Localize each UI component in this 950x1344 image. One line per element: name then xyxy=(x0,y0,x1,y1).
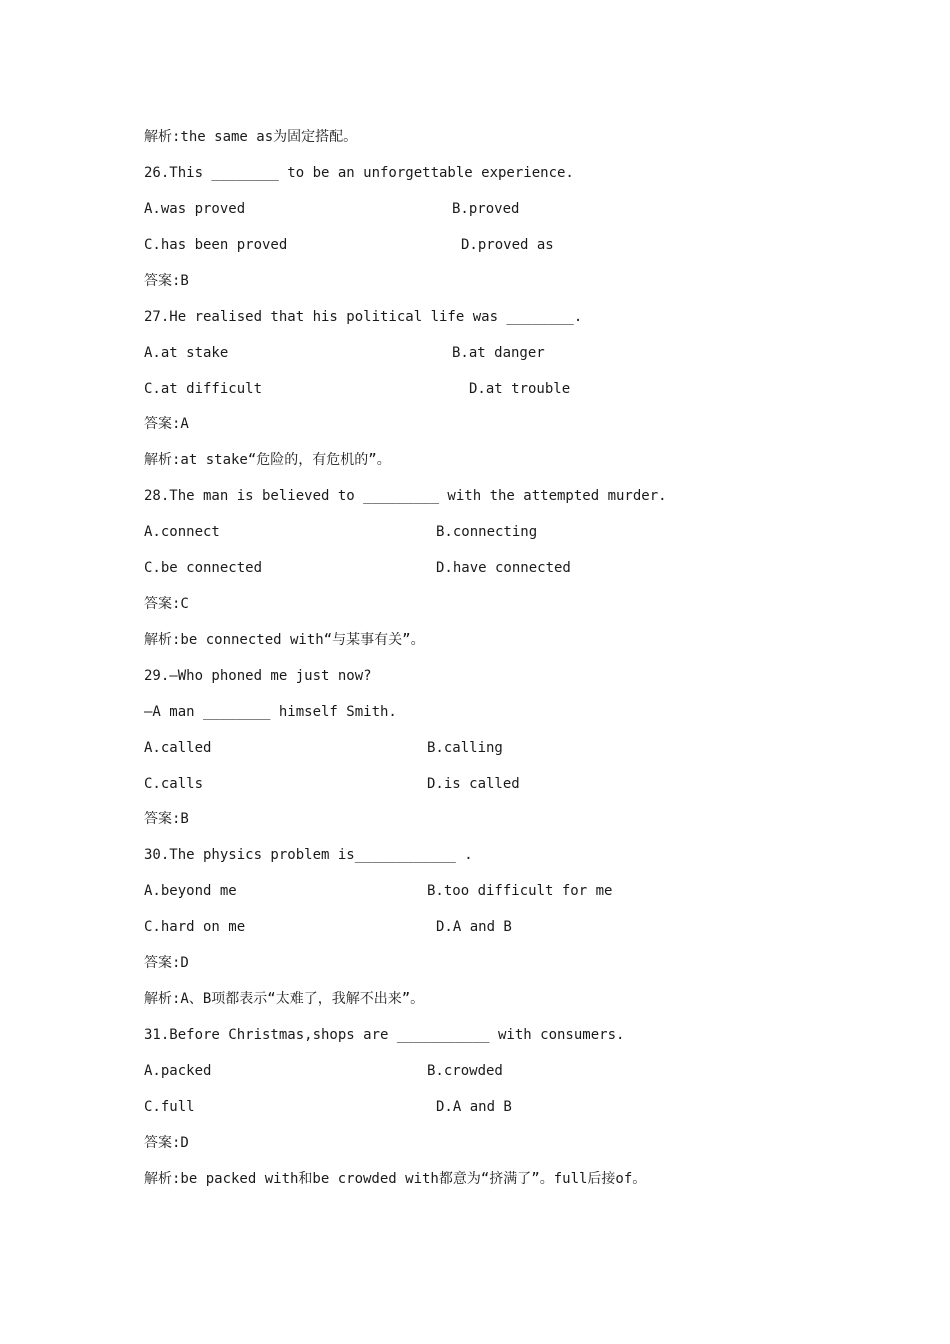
option-29d: D.is called xyxy=(427,776,520,792)
option-30a: A.beyond me xyxy=(144,883,237,899)
option-26a: A.was proved xyxy=(144,201,246,217)
answer-29: 答案:B xyxy=(144,811,189,827)
option-29a: A.called xyxy=(144,740,212,756)
option-26c: C.has been proved xyxy=(144,237,288,253)
option-26d: D.proved as xyxy=(461,237,554,253)
explanation-25: 解析:the same as为固定搭配。 xyxy=(144,129,358,145)
option-27c: C.at difficult xyxy=(144,381,263,397)
explanation-27: 解析:at stake“危险的，有危机的”。 xyxy=(144,452,391,468)
question-31: 31.Before Christmas,shops are ___________ with consumers. xyxy=(144,1027,625,1043)
question-30: 30.The physics problem is____________ . xyxy=(144,847,473,863)
option-28b: B.connecting xyxy=(436,524,538,540)
question-29-reply: —A man ________ himself Smith. xyxy=(144,704,397,720)
option-31c: C.full xyxy=(144,1099,195,1115)
answer-31: 答案:D xyxy=(144,1135,189,1151)
answer-26: 答案:B xyxy=(144,273,189,289)
answer-28: 答案:C xyxy=(144,596,189,612)
option-29c: C.calls xyxy=(144,776,204,792)
option-30b: B.too difficult for me xyxy=(427,883,613,899)
option-31a: A.packed xyxy=(144,1063,212,1079)
option-31d: D.A and B xyxy=(436,1099,512,1115)
option-27a: A.at stake xyxy=(144,345,229,361)
question-26: 26.This ________ to be an unforgettable experience. xyxy=(144,165,574,181)
question-27: 27.He realised that his political life was ________. xyxy=(144,309,583,325)
question-29: 29.—Who phoned me just now? xyxy=(144,668,372,684)
option-28d: D.have connected xyxy=(436,560,571,576)
answer-30: 答案:D xyxy=(144,955,189,971)
option-30c: C.hard on me xyxy=(144,919,246,935)
option-27b: B.at danger xyxy=(452,345,545,361)
question-28: 28.The man is believed to _________ with the attempted murder. xyxy=(144,488,667,504)
option-28c: C.be connected xyxy=(144,560,263,576)
explanation-31: 解析:be packed with和be crowded with都意为“挤满了”。full后接of。 xyxy=(144,1171,647,1187)
option-26b: B.proved xyxy=(452,201,520,217)
option-28a: A.connect xyxy=(144,524,220,540)
option-29b: B.calling xyxy=(427,740,503,756)
answer-27: 答案:A xyxy=(144,416,189,432)
option-31b: B.crowded xyxy=(427,1063,503,1079)
explanation-30: 解析:A、B项都表示“太难了，我解不出来”。 xyxy=(144,991,425,1007)
explanation-28: 解析:be connected with“与某事有关”。 xyxy=(144,632,425,648)
option-27d: D.at trouble xyxy=(469,381,571,397)
option-30d: D.A and B xyxy=(436,919,512,935)
